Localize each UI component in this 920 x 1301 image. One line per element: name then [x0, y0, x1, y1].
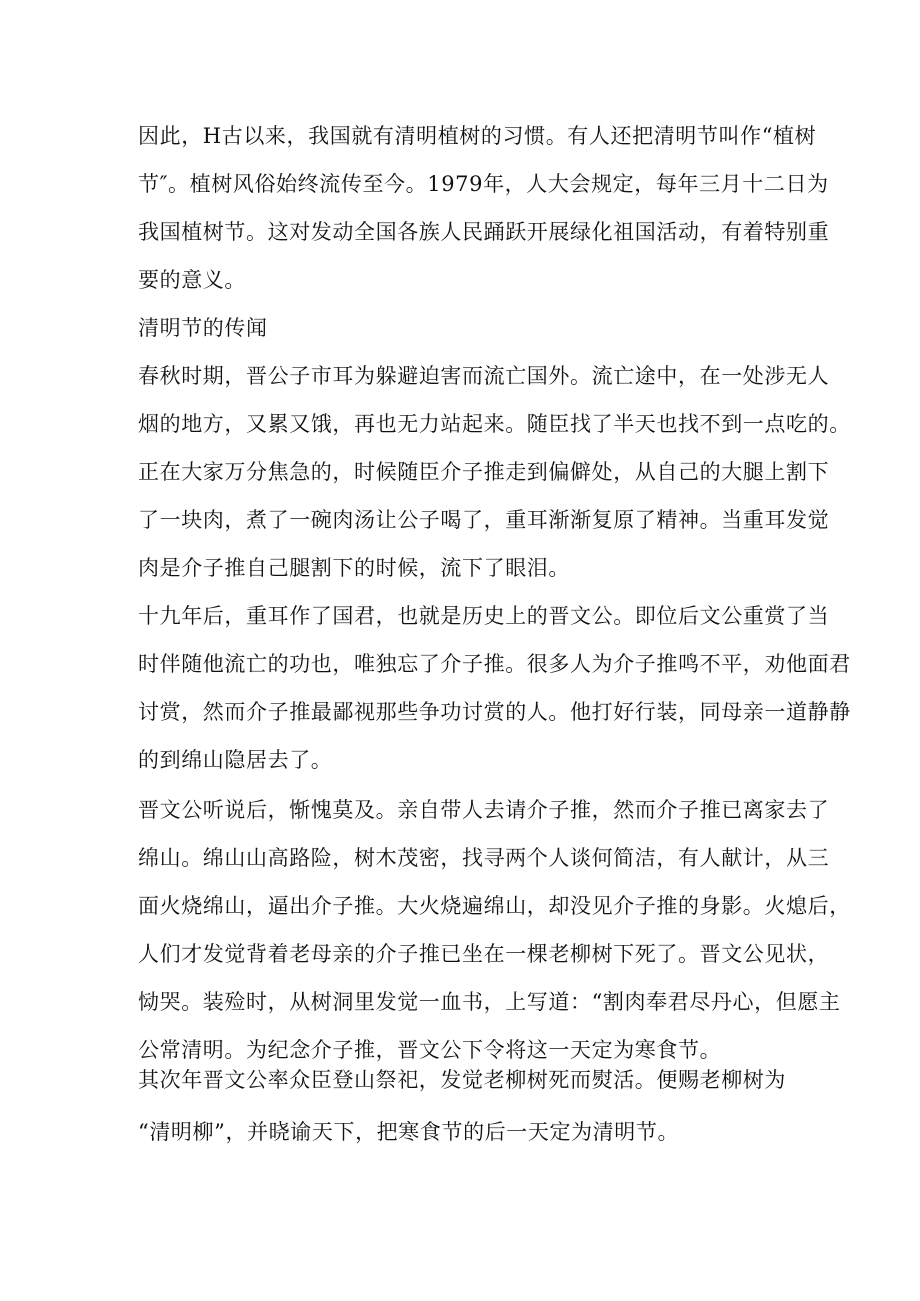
story3-line-6: 公常清明。为纪念介子推，晋文公下令将这一天定为寒食节。: [138, 1038, 722, 1062]
story3-line-5: 恸哭。装殓时，从树洞里发觉一血书，上写道：“割肉奉君尽丹心，但愿主: [138, 990, 841, 1014]
story3-line-2: 绵山。绵山山高路险，树木茂密，找寻两个人谈何简洁，有人献计，从三: [138, 846, 830, 870]
story4-line-2: “清明柳”，并晓谕天下，把寒食节的后一天定为清明节。: [138, 1120, 680, 1144]
story3-line-3: 面火烧绵山，逼出介子推。大火烧遍绵山，却没见介子推的身影。火熄后，: [138, 894, 851, 918]
section-heading: 清明节的传闻: [138, 316, 268, 340]
story2-line-4: 的到绵山隐居去了。: [138, 748, 333, 772]
story2-line-3: 讨赏，然而介子推最鄙视那些争功讨赏的人。他打好行装，同母亲一道静静: [138, 700, 851, 724]
story3-line-1: 晋文公听说后，惭愧莫及。亲自带人去请介子推，然而介子推已离家去了: [138, 798, 830, 822]
story4-line-1: 其次年晋文公率众臣登山祭祀，发觉老柳树死而熨活。便赐老柳树为: [138, 1068, 786, 1092]
intro-line-3: 我国植树节。这对发动全国各族人民踊跃开展绿化祖国活动，有着特别重: [138, 220, 830, 244]
story3-line-4: 人们才发觉背着老母亲的介子推已坐在一棵老柳树下死了。晋文公见状，: [138, 942, 830, 966]
intro-line-1: 因此，H古以来，我国就有清明植树的习惯。有人还把清明节叫作“植树: [138, 124, 817, 148]
intro-line-2: 节″。植树风俗始终流传至今。1979年，人大会规定，每年三月十二日为: [138, 172, 829, 196]
story1-line-5: 肉是介子推自己腿割下的时候，流下了眼泪。: [138, 556, 570, 580]
story1-line-1: 春秋时期，晋公子市耳为躲避迫害而流亡国外。流亡途中，在一处涉无人: [138, 364, 830, 388]
story1-line-3: 正在大家万分焦急的，时候随臣介子推走到偏僻处，从自己的大腿上割下: [138, 460, 830, 484]
story1-line-2: 烟的地方，又累又饿，再也无力站起来。随臣找了半天也找不到一点吃的。: [138, 412, 851, 436]
intro-line-4: 要的意义。: [138, 268, 246, 292]
story2-line-2: 时伴随他流亡的功也，唯独忘了介子推。很多人为介子推鸣不平，劝他面君: [138, 652, 851, 676]
story1-line-4: 了一块肉，煮了一碗肉汤让公子喝了，重耳渐渐复原了精神。当重耳发觉: [138, 508, 830, 532]
story2-line-1: 十九年后，重耳作了国君，也就是历史上的晋文公。即位后文公重赏了当: [138, 604, 830, 628]
